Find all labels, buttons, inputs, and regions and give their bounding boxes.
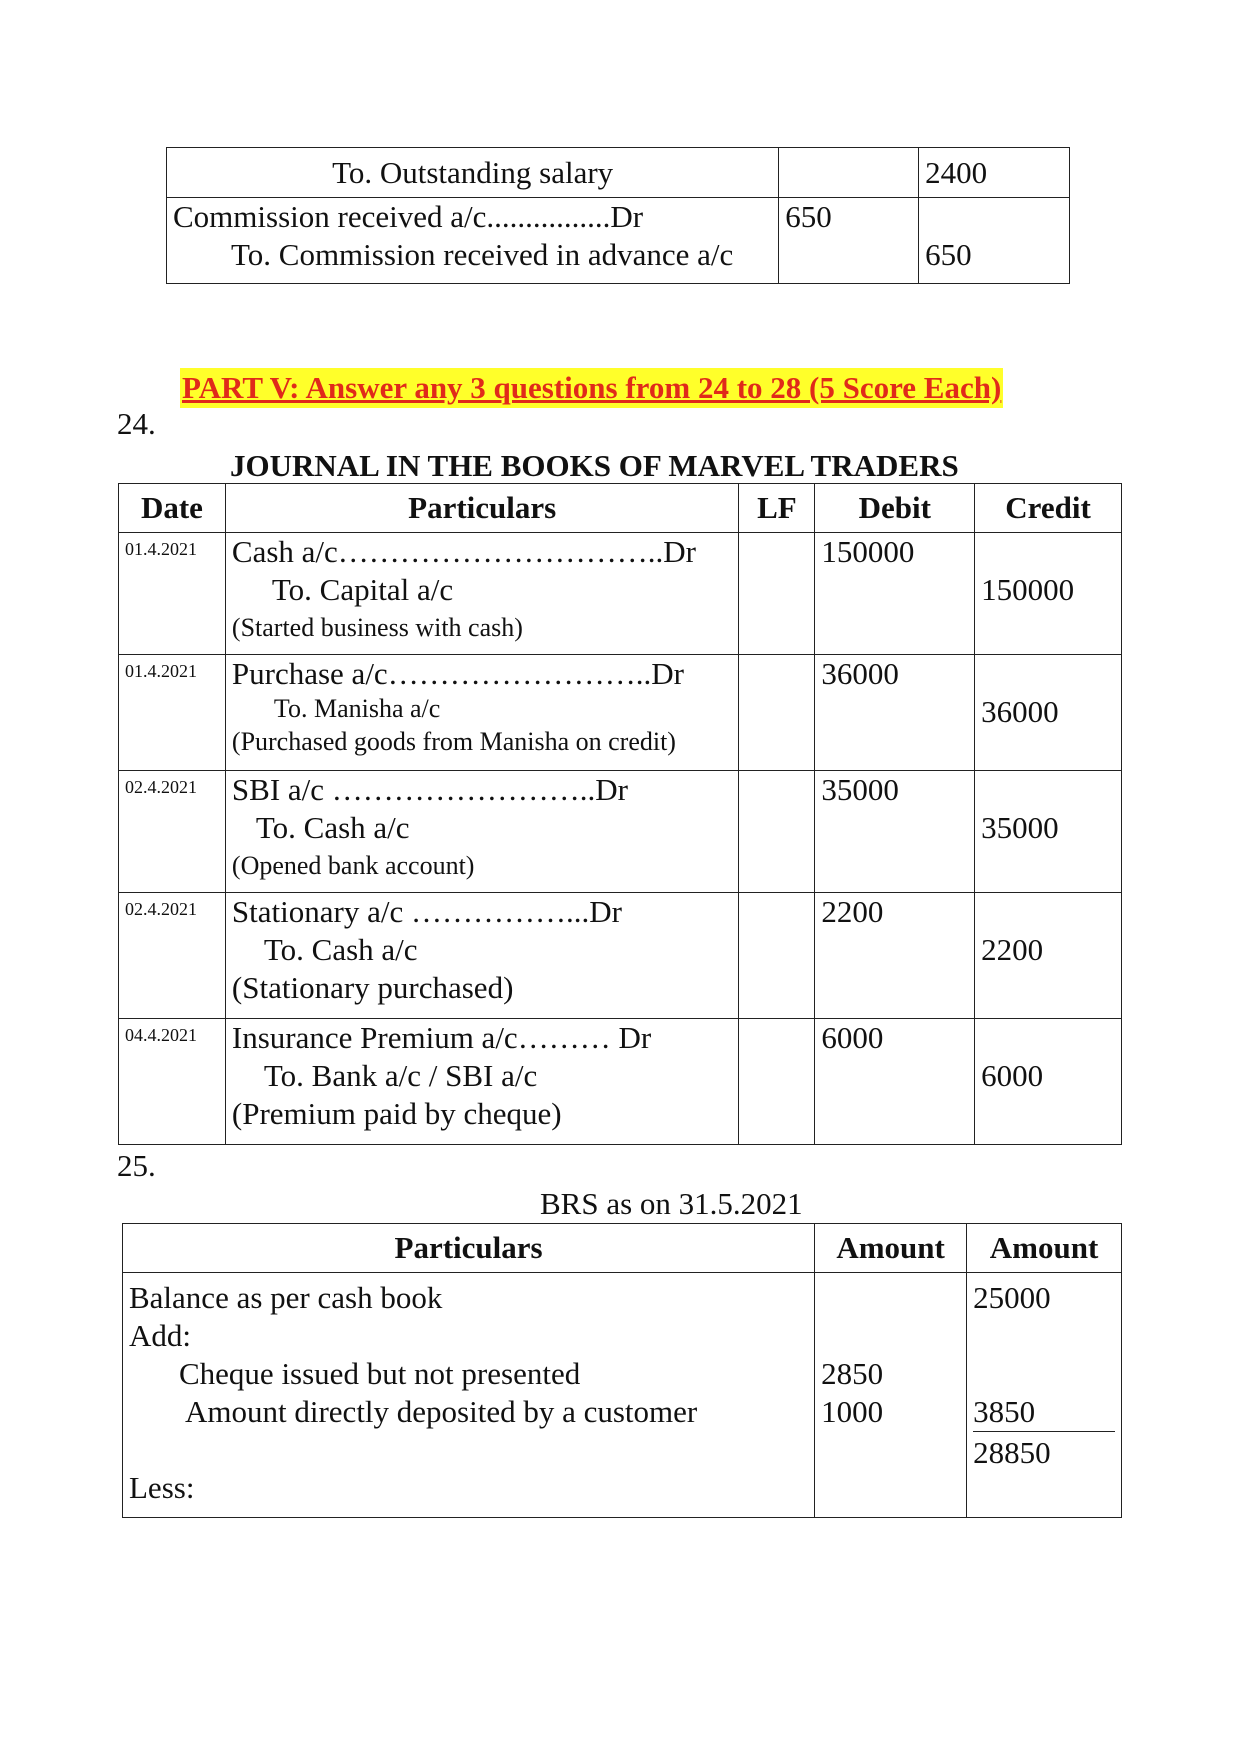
credit-cell: 36000 bbox=[975, 655, 1122, 771]
amount-cell bbox=[815, 1273, 967, 1518]
credit-account: To. Commission received in advance a/c bbox=[231, 237, 734, 272]
narration: (Stationary purchased) bbox=[231, 970, 514, 1005]
table-row bbox=[123, 1273, 1122, 1518]
particulars-cell bbox=[225, 533, 739, 655]
table-row bbox=[119, 771, 1122, 893]
lf-cell bbox=[739, 771, 815, 893]
debit-account: Stationary a/c ……………...Dr bbox=[231, 894, 622, 929]
amount-cell bbox=[967, 1273, 1122, 1518]
debit-account: Cash a/c…………………………..Dr bbox=[231, 534, 696, 569]
date-cell: 04.4.2021 bbox=[119, 1019, 226, 1145]
credit-cell: 150000 bbox=[975, 533, 1122, 655]
table-row bbox=[119, 533, 1122, 655]
credit-account: To. Cash a/c bbox=[255, 810, 410, 845]
narration: (Premium paid by cheque) bbox=[231, 1096, 562, 1131]
credit-account: To. Bank a/c / SBI a/c bbox=[263, 1058, 538, 1093]
credit-cell: 650 bbox=[919, 198, 1070, 284]
table-row bbox=[119, 655, 1122, 771]
subtotal: 28850 bbox=[973, 1431, 1115, 1472]
journal-title: JOURNAL IN THE BOOKS OF MARVEL TRADERS bbox=[230, 448, 959, 483]
lf-cell bbox=[739, 533, 815, 655]
header-lf: LF bbox=[739, 484, 815, 533]
date-cell: 02.4.2021 bbox=[119, 893, 226, 1019]
table-row bbox=[167, 198, 1070, 284]
less-label: Less: bbox=[129, 1470, 195, 1505]
question-number-24: 24. bbox=[117, 406, 156, 441]
date-cell: 01.4.2021 bbox=[119, 533, 226, 655]
debit-account: Purchase a/c……………………..Dr bbox=[231, 656, 684, 691]
add-label: Add: bbox=[129, 1318, 191, 1353]
narration: (Opened bank account) bbox=[231, 851, 475, 880]
journal-continuation-table bbox=[166, 147, 1070, 284]
credit-account: To. Capital a/c bbox=[271, 572, 454, 607]
particulars-cell bbox=[225, 655, 739, 771]
particulars-cell bbox=[225, 1019, 739, 1145]
credit-cell: 35000 bbox=[975, 771, 1122, 893]
add-item-amount: 1000 bbox=[821, 1394, 884, 1429]
debit-account: SBI a/c ……………………..Dr bbox=[231, 772, 628, 807]
question-number-25: 25. bbox=[117, 1148, 156, 1183]
narration: (Started business with cash) bbox=[231, 613, 523, 642]
lf-cell bbox=[739, 1019, 815, 1145]
debit-account: Commission received a/c................Dr bbox=[173, 199, 644, 234]
table-row bbox=[119, 1019, 1122, 1145]
header-date: Date bbox=[119, 484, 226, 533]
table-header-row bbox=[123, 1224, 1122, 1273]
brs-table bbox=[122, 1223, 1122, 1518]
table-row bbox=[119, 893, 1122, 1019]
particulars-cell bbox=[123, 1273, 815, 1518]
part-heading: PART V: Answer any 3 questions from 24 to 28 (5 Score Each) bbox=[180, 368, 1003, 408]
lf-cell bbox=[739, 893, 815, 1019]
debit-account: Insurance Premium a/c……… Dr bbox=[231, 1020, 652, 1055]
table-row bbox=[167, 148, 1070, 198]
header-credit: Credit bbox=[975, 484, 1122, 533]
credit-account: To. Manisha a/c bbox=[273, 694, 441, 723]
credit-cell: 6000 bbox=[975, 1019, 1122, 1145]
header-amount: Amount bbox=[815, 1224, 967, 1273]
header-particulars: Particulars bbox=[123, 1224, 815, 1273]
debit-cell: 35000 bbox=[815, 771, 975, 893]
date-cell: 01.4.2021 bbox=[119, 655, 226, 771]
header-debit: Debit bbox=[815, 484, 975, 533]
credit-cell: 2200 bbox=[975, 893, 1122, 1019]
journal-table bbox=[118, 483, 1122, 1145]
header-amount: Amount bbox=[967, 1224, 1122, 1273]
lf-cell bbox=[739, 655, 815, 771]
add-item-label: Amount directly deposited by a customer bbox=[185, 1394, 698, 1429]
particulars-cell bbox=[225, 771, 739, 893]
add-item-amount: 2850 bbox=[821, 1356, 884, 1391]
particulars-cell: To. Outstanding salary bbox=[167, 148, 779, 198]
add-item-label: Cheque issued but not presented bbox=[179, 1356, 581, 1391]
particulars-cell bbox=[167, 198, 779, 284]
narration: (Purchased goods from Manisha on credit) bbox=[231, 727, 676, 756]
balance-amount: 25000 bbox=[973, 1280, 1051, 1315]
debit-cell bbox=[779, 148, 919, 198]
debit-cell: 6000 bbox=[815, 1019, 975, 1145]
debit-cell: 36000 bbox=[815, 655, 975, 771]
debit-cell: 2200 bbox=[815, 893, 975, 1019]
date-cell: 02.4.2021 bbox=[119, 771, 226, 893]
balance-label: Balance as per cash book bbox=[129, 1280, 443, 1315]
brs-title: BRS as on 31.5.2021 bbox=[540, 1186, 803, 1221]
header-particulars: Particulars bbox=[225, 484, 739, 533]
particulars-cell bbox=[225, 893, 739, 1019]
add-total: 3850 bbox=[973, 1394, 1036, 1429]
debit-cell: 150000 bbox=[815, 533, 975, 655]
credit-account: To. Cash a/c bbox=[263, 932, 418, 967]
credit-cell: 2400 bbox=[919, 148, 1070, 198]
table-header-row bbox=[119, 484, 1122, 533]
debit-cell: 650 bbox=[779, 198, 919, 284]
